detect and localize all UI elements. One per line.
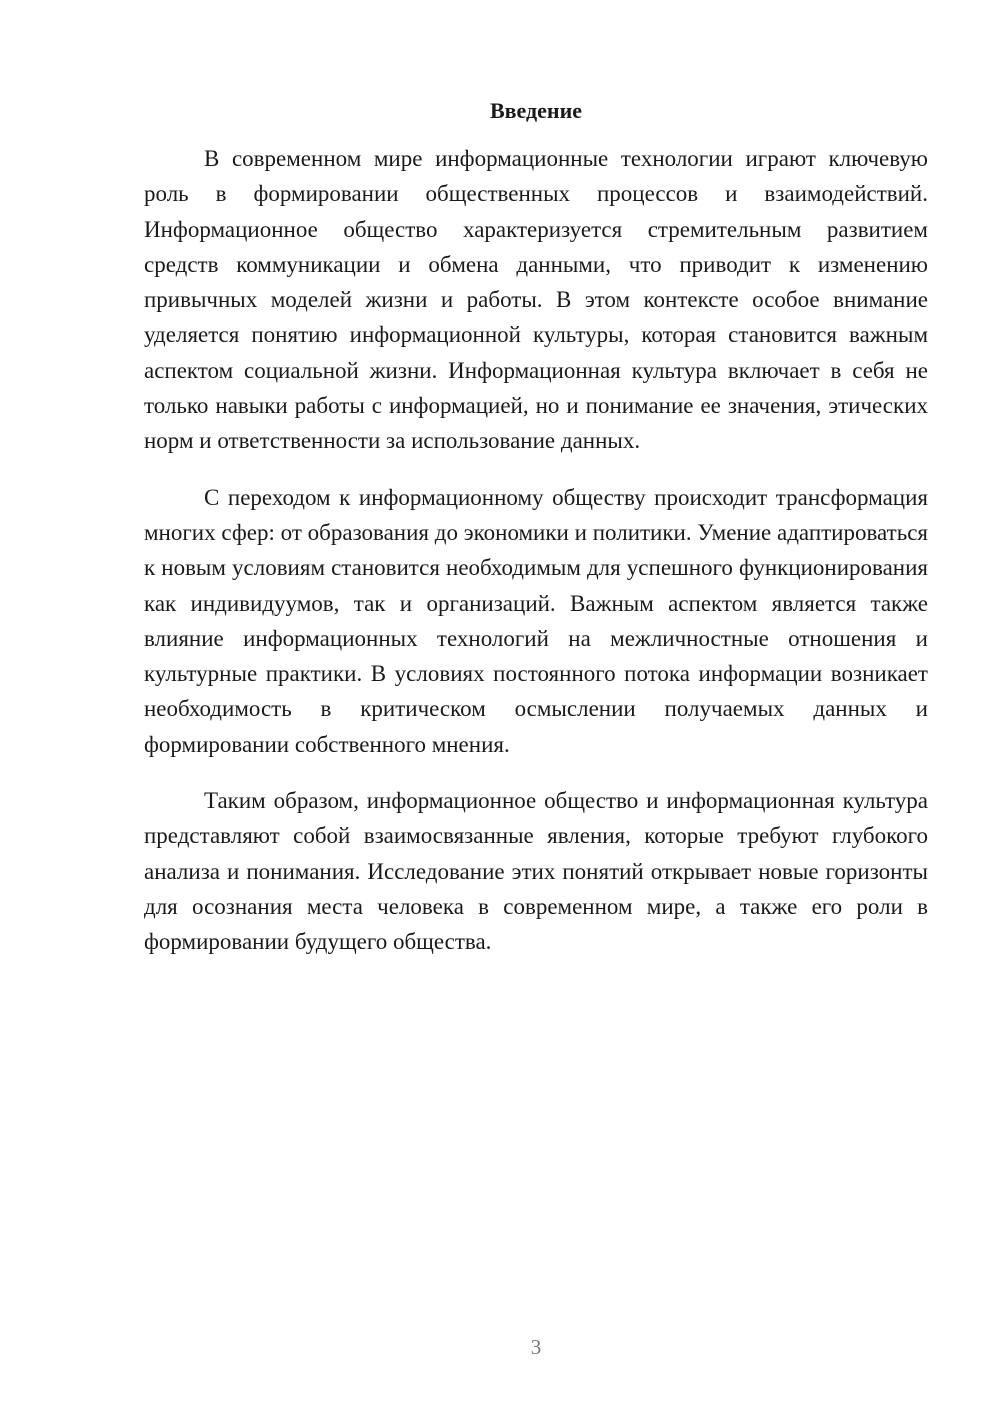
paragraph-2: С переходом к информационному обществу происходит трансформация многих сфер: от образования до экономики и политики. Умение адаптироваться к новым условиям становится необходимым для успешного функционирования как индивидуумов, так и организаций. Важным аспектом является также влияние информационных технологий на межличностные отношения и культурные практики. В условиях постоянного потока информации возникает необходимость в критическом осмыслении получаемых данных и формировании собственного мнения. (144, 484, 928, 757)
body-text (144, 141, 928, 981)
paragraph-3: Таким образом, информационное общество и информационная культура представляют собой взаимосвязанные явления, которые требуют глубокого анализа и понимания. Исследование этих понятий открывает новые горизонты для осознания места человека в современном мире, а также его роли в формировании будущего общества. (144, 788, 928, 955)
page-number: 3 (530, 1335, 542, 1359)
paragraph-1: В современном мире информационные технологии играют ключевую роль в формировании общественных процессов и взаимодействий. Информационное общество характеризуется стремительным развитием средств коммуникации и обмена данными, что приводит к изменению привычных моделей жизни и работы. В этом контексте особое внимание уделяется понятию информационной культуры, которая становится важным аспектом социальной жизни. Информационная культура включает в себя не только навыки работы с информацией, но и понимание ее значения, этических норм и ответственности за использование данных. (144, 146, 928, 454)
page-title: Введение (489, 98, 583, 123)
